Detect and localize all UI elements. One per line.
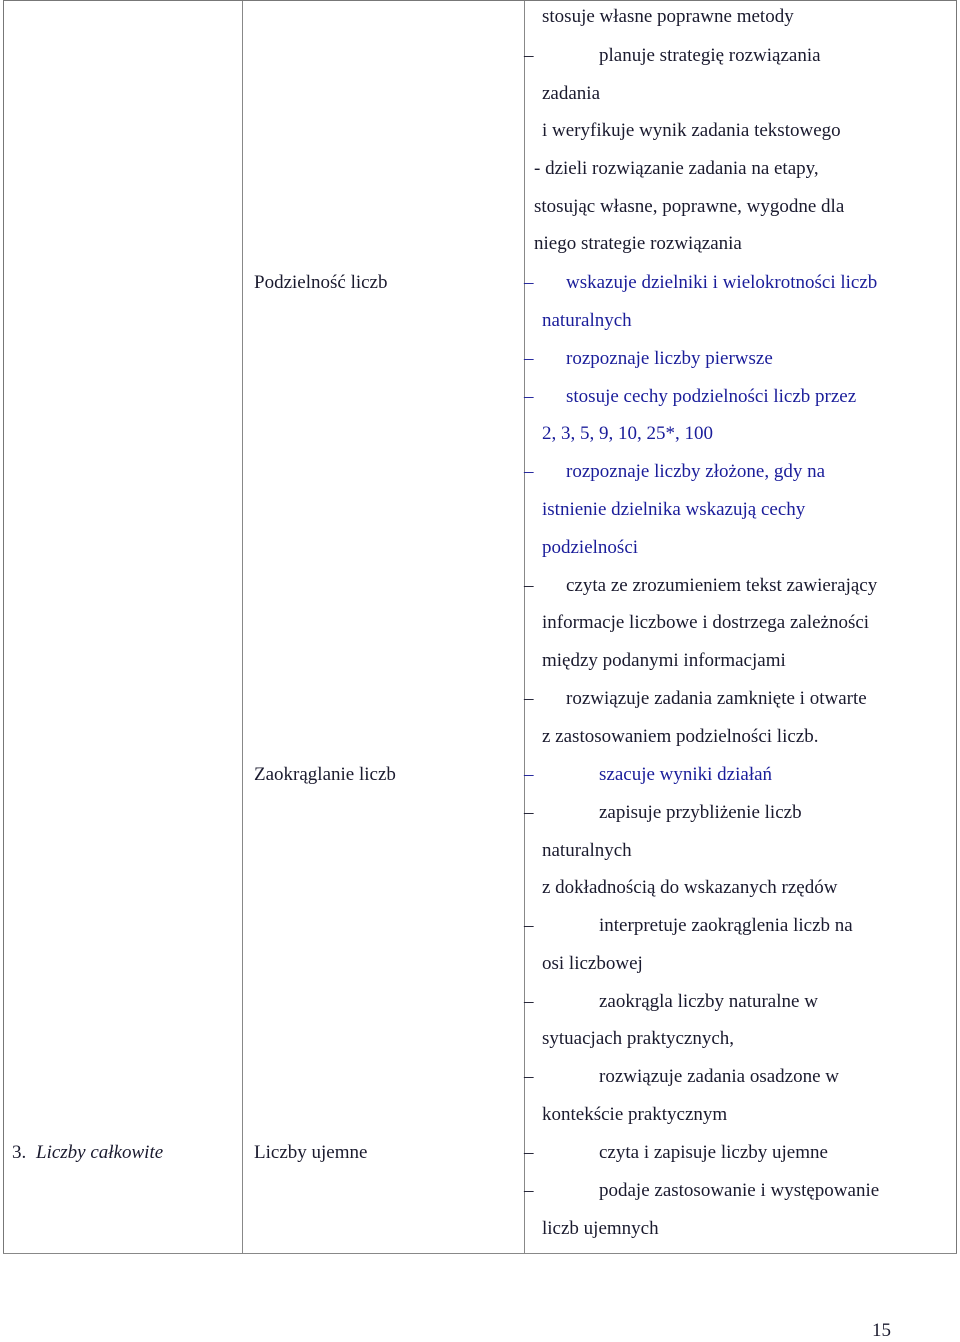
table-cell-line: kontekście praktycznym — [542, 1104, 728, 1125]
table-cell-line: istnienie dzielnika wskazują cechy — [542, 499, 806, 520]
table-cell-line: naturalnych — [542, 840, 632, 861]
dash-bullet: – — [524, 461, 534, 482]
table-cell-line: stosuje własne poprawne metody — [542, 6, 794, 27]
table-cell-line: rozpoznaje liczby pierwsze — [566, 348, 773, 369]
table-cell-line: szacuje wyniki działań — [599, 764, 773, 785]
table-cell-line: i weryfikuje wynik zadania tekstowego — [542, 120, 841, 141]
table-cell-line: stosuje cechy podzielności liczb przez — [566, 386, 857, 407]
dash-bullet: – — [524, 688, 534, 709]
table-cell-line: zapisuje przybliżenie liczb — [599, 802, 802, 823]
table-cell-line: naturalnych — [542, 310, 632, 331]
table-cell-line: stosując własne, poprawne, wygodne dla — [534, 196, 845, 217]
table-cell-line: zadania — [542, 83, 601, 104]
dash-bullet: – — [524, 272, 534, 293]
table-cell-line: osi liczbowej — [542, 953, 643, 974]
dash-bullet: – — [524, 575, 534, 596]
section-number: 3. — [12, 1142, 27, 1163]
table-cell-line: liczb ujemnych — [542, 1218, 659, 1239]
topic-label: Podzielność liczb — [254, 272, 388, 293]
topic-label: Zaokrąglanie liczb — [254, 764, 396, 785]
dash-bullet: – — [524, 991, 534, 1012]
section-title: Liczby całkowite — [36, 1142, 164, 1163]
column-divider — [242, 1, 243, 1253]
table-cell-line: zaokrągla liczby naturalne w — [599, 991, 818, 1012]
table-bottom-rule — [3, 1253, 957, 1254]
table-cell-line: niego strategie rozwiązania — [534, 233, 742, 254]
table-cell-line: sytuacjach praktycznych, — [542, 1028, 735, 1049]
dash-bullet: – — [524, 802, 534, 823]
table-cell-line: z zastosowaniem podzielności liczb. — [542, 726, 819, 747]
table-cell-line: rozpoznaje liczby złożone, gdy na — [566, 461, 826, 482]
table-cell-line: planuje strategię rozwiązania — [599, 45, 821, 66]
table-cell-line: czyta i zapisuje liczby ujemne — [599, 1142, 828, 1163]
table-cell-line: między podanymi informacjami — [542, 650, 786, 671]
dash-bullet: – — [524, 45, 534, 66]
table-cell-line: z dokładnością do wskazanych rzędów — [542, 877, 838, 898]
table-cell-line: informacje liczbowe i dostrzega zależności — [542, 612, 870, 633]
table-cell-line: rozwiązuje zadania zamknięte i otwarte — [566, 688, 867, 709]
topic-label: Liczby ujemne — [254, 1142, 368, 1163]
table-cell-line: 2, 3, 5, 9, 10, 25*, 100 — [542, 423, 713, 444]
page-number: 15 — [872, 1320, 891, 1341]
table-cell-line: interpretuje zaokrąglenia liczb na — [599, 915, 853, 936]
dash-bullet: – — [524, 764, 534, 785]
table-cell-line: podzielności — [542, 537, 639, 558]
table-cell-line: czyta ze zrozumieniem tekst zawierający — [566, 575, 878, 596]
dash-bullet: – — [524, 348, 534, 369]
dash-bullet: – — [524, 1066, 534, 1087]
dash-bullet: – — [524, 386, 534, 407]
table-cell-line: rozwiązuje zadania osadzone w — [599, 1066, 840, 1087]
dash-bullet: – — [524, 1142, 534, 1163]
dash-bullet: – — [524, 1180, 534, 1201]
table-cell-line: wskazuje dzielniki i wielokrotności liczb — [566, 272, 878, 293]
table-cell-line: - dzieli rozwiązanie zadania na etapy, — [534, 158, 819, 179]
dash-bullet: – — [524, 915, 534, 936]
table-cell-line: podaje zastosowanie i występowanie — [599, 1180, 880, 1201]
